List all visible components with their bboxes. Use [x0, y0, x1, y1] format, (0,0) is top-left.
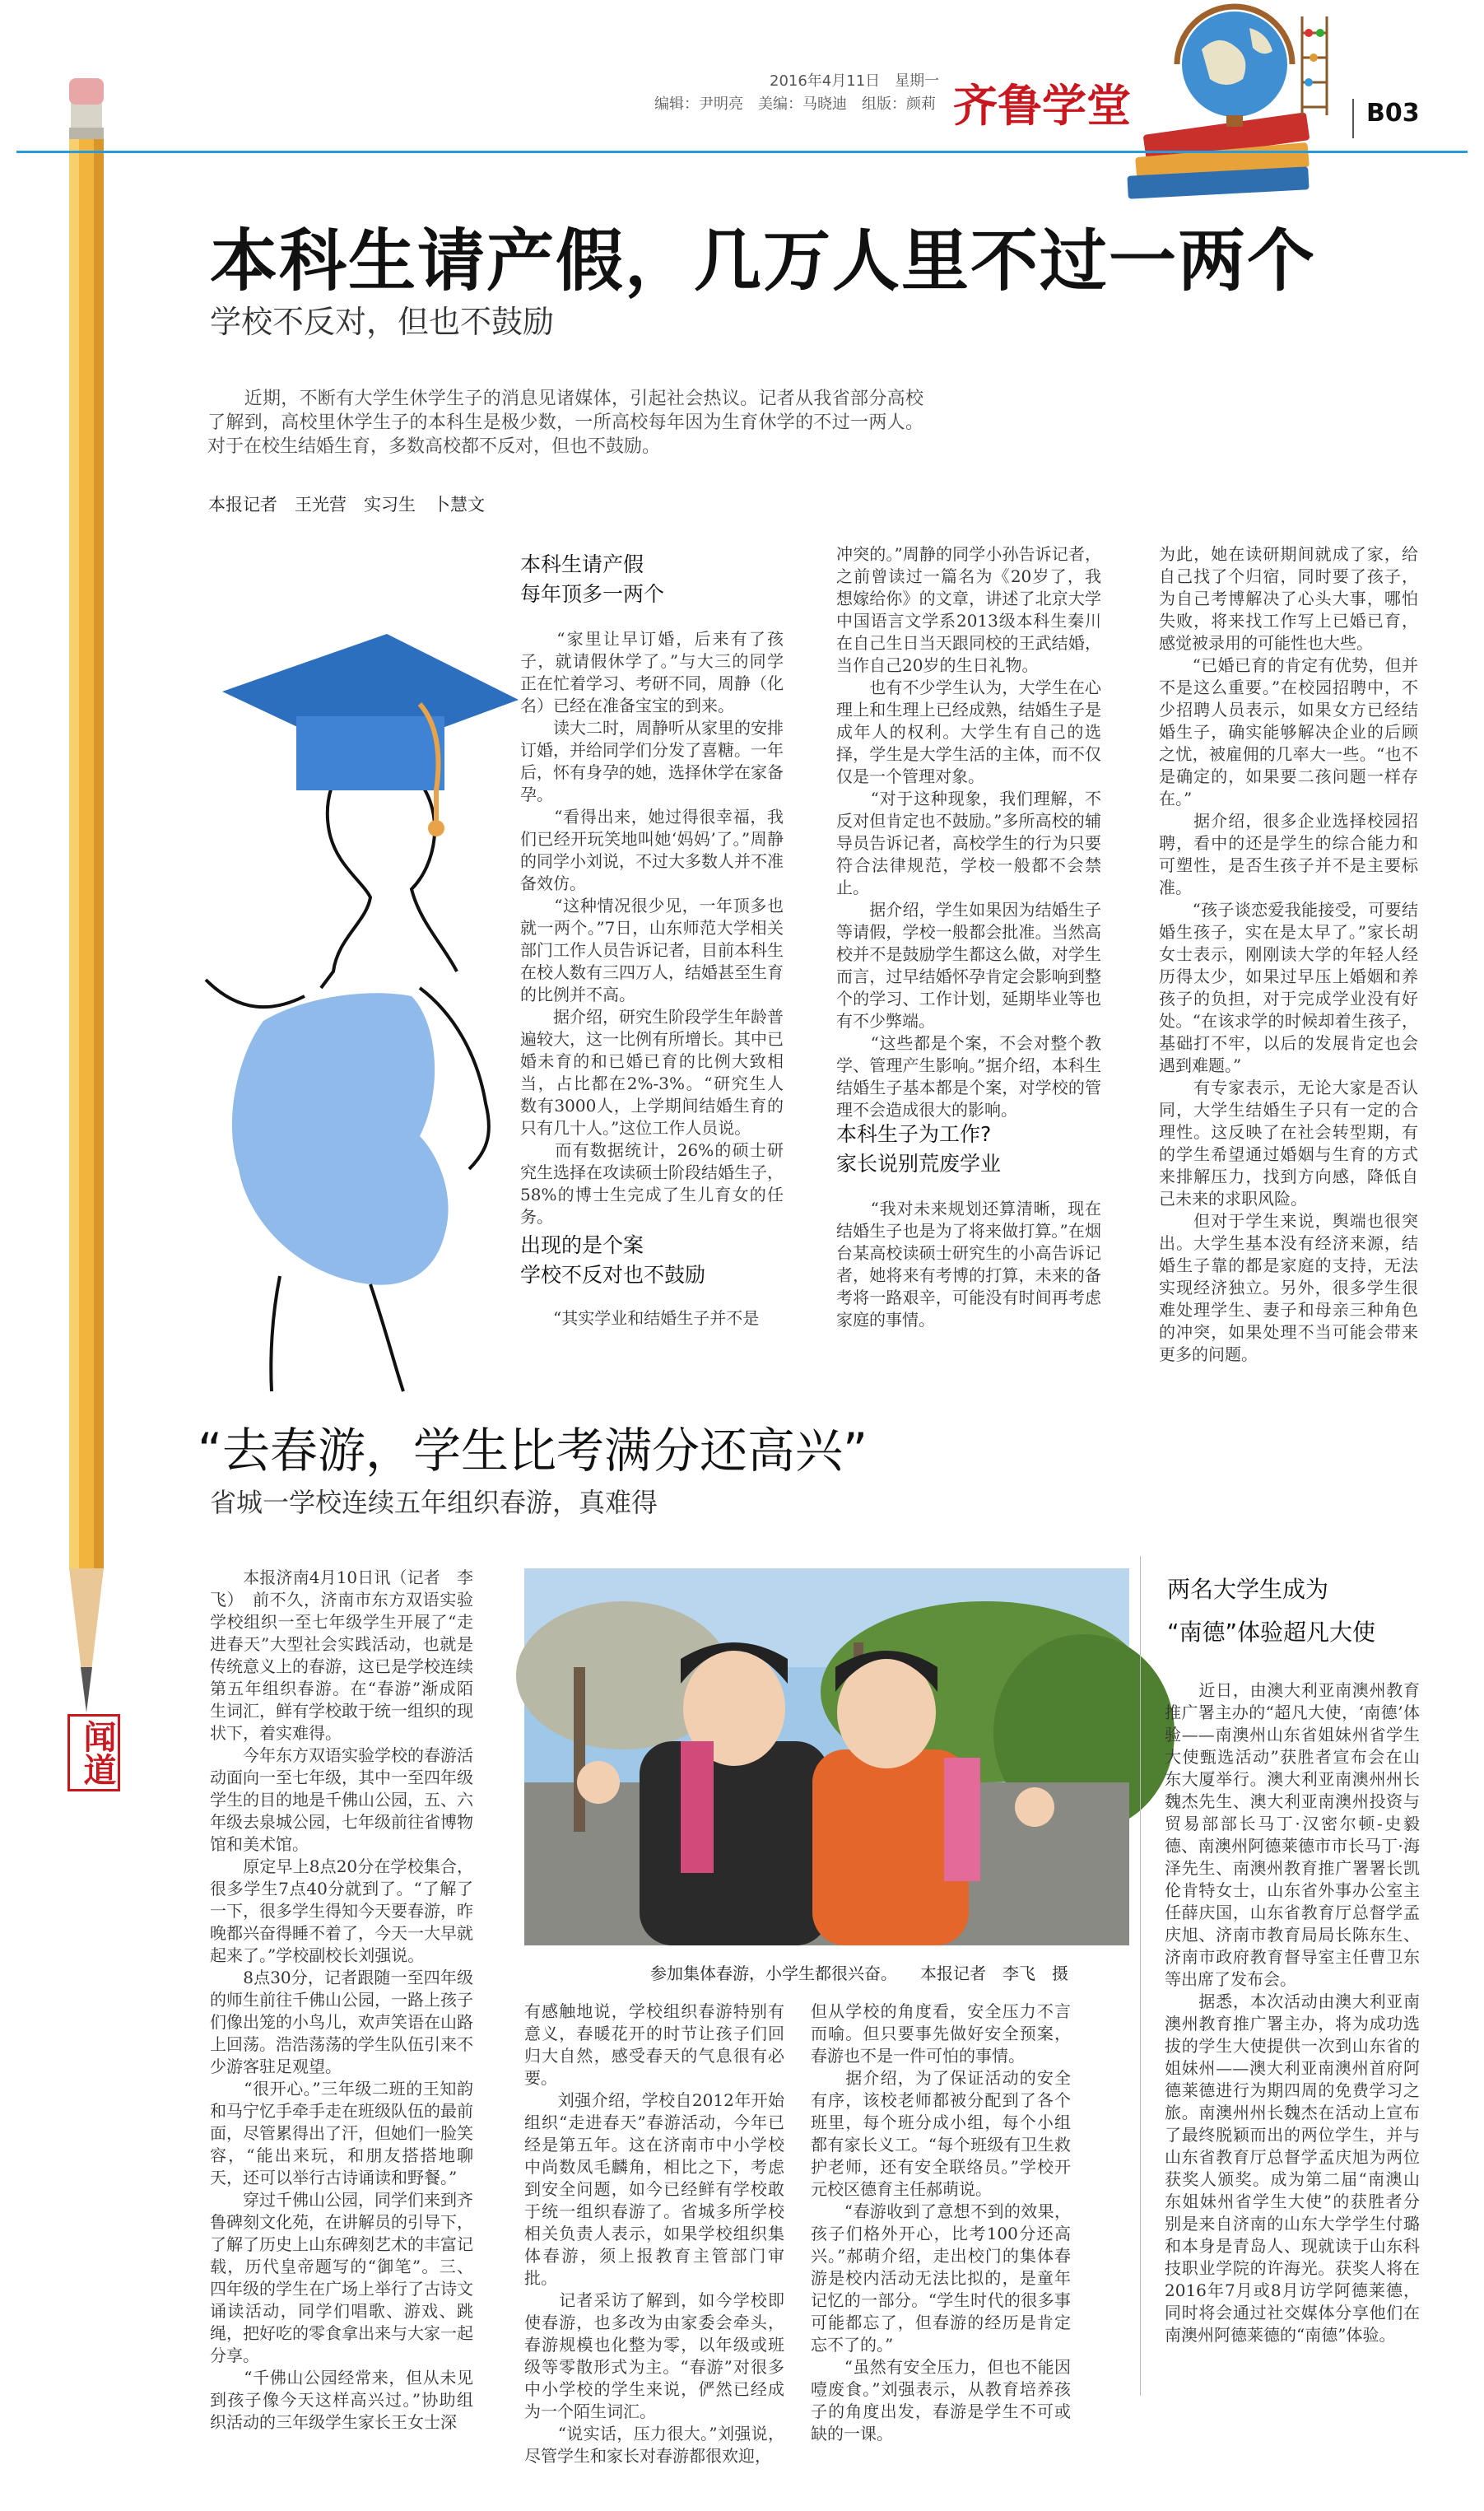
article1-section1-title	[520, 550, 664, 609]
pencil-illustration	[58, 78, 115, 1717]
article1-col2-top: 冲突的。”周静的同学小孙告诉记者，之前曾读过一篇名为《20岁了，我想嫁给你》的文章，讲述了北京大学中国语言文学系2013级本科生秦川在自己生日当天跟同校的王武结婚，当作自己20岁的生日礼物。 也有不少学生认为，大学生在心理上和生理上已经成熟，结婚生子是成年人的权利。大学生有自己的选择，学生是大学生活的主体，而不仅仅是一个管理对象。 “对于这种现象，我们理解，不反对但肯定也不鼓励。”多所高校的辅导员告诉记者，高校学生的行为只要符合法律规范，学校一般都不会禁止。 据介绍，学生如果因为结婚生子等请假，学校一般都会批准。当然高校并不是鼓励学生都这么做，对学生而言，过早结婚怀孕肯定会影响到整个的学习、工作计划，延期毕业等也有不少弊端。 “这些都是个案，不会对整个教学、管理产生影响。”据介绍，本科生结婚生子基本都是个案，对学校的管理不会造成很大的影响。	[836, 544, 1101, 1120]
article3-headline-line2: “南德”体验超凡大使	[1167, 1619, 1376, 1646]
article1-col1-top: “家里让早订婚，后来有了孩子，就请假休学了。”与大三的同学正在忙着学习、考研不同，周静（化名）已经在准备宝宝的到来。 读大二时，周静听从家里的安排订婚，并给同学们分发了喜糖。一年后，怀有身孕的她，选择休学在家备孕。 “看得出来，她过得很幸福，我们已经开玩笑地叫她‘妈妈’了。”周静的同学小刘说，不过大多数人并不准备效仿。 “这种情况很少见，一年顶多也就一两个。”7日，山东师范大学相关部门工作人员告诉记者，目前本科生在校人数有三四万人，结婚甚至生育的比例并不高。 据介绍，研究生阶段学生年龄普遍较大，这一比例有所增长。其中已婚未育的和已婚已育的比例大致相当，占比都在2%-3%。“研究生人数有3000人，上学期间结婚生育的只有几十人。”这位工作人员说。 而有数据统计，26%的硕士研究生选择在攻读硕士阶段结婚生子，58%的博士生完成了生儿育女的任务。	[520, 629, 784, 1227]
photo-credit: 本报记者 李飞 摄	[920, 1964, 1068, 1983]
header-rule	[16, 151, 1468, 153]
article1-lead: 近期，不断有大学生休学生子的消息见诸媒体，引起社会热议。记者从我省部分高校了解到，高校里休学生子的本科生是极少数，一所高校每年因为生育休学的不过一两人。对于在校生结婚生育，多数高校都不反对，但也不鼓励。	[207, 389, 923, 457]
photo-caption: 参加集体春游，小学生都很兴奋。	[650, 1964, 897, 1983]
article2-col3: 但从学校的角度看，安全压力不言而喻。但只要事先做好安全预案，春游也不是一件可怕的事情。 据介绍，为了保证活动的安全有序，该校老师都被分配到了各个班里，每个班分成小组，每个小组都有家长义工。“每个班级有卫生救护老师，还有安全联络员。”学校开元校区德育主任郝萌说。 “春游收到了意想不到的效果，孩子们格外开心，比考100分还高兴。”郝萌介绍，走出校门的集体春游是校内活动无法比拟的，是童年记忆的一部分。“学生时代的很多事可能都忘了，但春游的经历是肯定忘不了的。” “虽然有安全压力，但也不能因噎废食。”刘强表示，从教育培养孩子的角度出发，春游是学生不可或缺的一课。	[811, 2001, 1071, 2443]
page-number: B03	[1366, 99, 1420, 128]
article1-col3: 为此，她在读研期间就成了家，给自己找了个归宿，同时要了孩子，为自己考博解决了心头大事，哪怕失败，将来找工作写上已婚已育，感觉被录用的可能性也大些。 “已婚已育的肯定有优势，但并不是这么重要。”在校园招聘中，不少招聘人员表示，如果女方已经结婚生子，确实能够解决企业的后顾之忧，被雇佣的几率大一些。“也不是确定的，如果要二孩问题一样存在。” 据介绍，很多企业选择校园招聘，看中的还是学生的综合能力和可塑性，是否生孩子并不是主要标准。 “孩子谈恋爱我能接受，可要结婚生孩子，实在是太早了。”家长胡女士表示，刚刚读大学的年轻人经历得太少，如果过早压上婚姻和养孩子的负担，对于完成学业没有好处。“在该求学的时候却着生孩子，基础打不牢，以后的发展肯定也会遇到难题。” 有专家表示，无论大家是否认同，大学生结婚生子只有一定的合理性。这反映了在社会转型期，有的学生希望通过婚姻与生育的方式来排解压力，找到方向感，降低自己未来的求职风险。 但对于学生来说，舆端也很突出。大学生基本没有经济来源，结婚生子靠的都是家庭的支持，无法实现经济独立。另外，很多学生很难处理学生、妻子和母亲三种角色的冲突，如果处理不当可能会带来更多的问题。	[1159, 544, 1418, 1364]
section2-title-line2: 学校不反对也不鼓励	[520, 1263, 706, 1287]
section-title: 齐鲁学堂	[953, 80, 1131, 132]
article2-col1: 本报济南4月10日讯（记者 李飞） 前不久，济南市东方双语实验学校组织一至七年级学生开展了“走进春天”大型社会实践活动，也就是传统意义上的春游，这已是学校连续第五年组织春游。在“春游”渐成陌生词汇，鲜有学校敢于统一组织的现状下，着实难得。 今年东方双语实验学校的春游活动面向一至七年级，其中一至四年级学生的目的地是千佛山公园，五、六年级去泉城公园，七年级前往省博物馆和美术馆。 原定早上8点20分在学校集合，很多学生7点40分就到了。“了解了一下，很多学生得知今天要春游，昨晚都兴奋得睡不着了，今天一大早就起来了。”学校副校长刘强说。 8点30分，记者跟随一至四年级的师生前往千佛山公园，一路上孩子们像出笼的小鸟儿，欢声笑语在山路上回荡。浩浩荡荡的学生队伍引来不少游客驻足观望。 “很开心。”三年级二班的王知韵和马宁忆手牵手走在班级队伍的最前面，尽管累得出了汗，但她们一脸笑容，“能出来玩，和朋友搭搭地聊天，还可以举行古诗诵读和野餐。” 穿过千佛山公园，同学们来到齐鲁碑刻文化苑，在讲解员的引导下，了解了历史上山东碑刻艺术的丰富记载，历代皇帝题写的“御笔”。三、四年级的学生在广场上举行了古诗文诵读活动，同学们唱歌、游戏、跳绳，把好吃的零食拿出来与大家一起分享。 “千佛山公园经常来，但从未见到孩子像今天这样高兴过。”协助组织活动的三年级学生家长王女士深	[210, 1568, 473, 2432]
editor-credits: 编辑：尹明亮 美编：马晓迪 组版：颜莉	[654, 96, 936, 113]
article1-col2-bottom: “我对未来规划还算清晰，现在结婚生子也是为了将来做打算。”在烟台某高校读硕士研究生的小高告诉记者，她将来有考博的打算，未来的备考将一路艰辛，可能没有时间再考虑家庭的事情。	[836, 1199, 1101, 1330]
article2-col2: 有感触地说，学校组织春游特别有意义，春暖花开的时节让孩子们回归大自然，感受春天的气息很有必要。 刘强介绍，学校自2012年开始组织“走进春天”春游活动，今年已经是第五年。这在济南市中小学校中尚数凤毛麟角，相比之下，考虑到安全问题，如今已经鲜有学校敢于统一组织春游了。省城多所学校相关负责人表示，如果学校组织集体春游，须上报教育主管部门审批。 记者采访了解到，如今学校即使春游，也多改为由家委会牵头，春游规模也化整为零，以年级或班级等零散形式为主。“春游”对很多中小学校的学生来说，俨然已经成为一个陌生词汇。 “说实话，压力很大。”刘强说，尽管学生和家长对春游都很欢迎，	[524, 2001, 784, 2466]
section1-title-line2: 每年顶多一两个	[520, 582, 665, 606]
article1-byline: 本报记者 王光营 实习生 卜慧文	[208, 495, 485, 515]
article1-section3-title	[836, 1120, 1001, 1179]
article1-headline: 本科生请产假，几万人里不过一两个	[210, 222, 1317, 300]
section2-title-line1: 出现的是个案	[520, 1233, 644, 1257]
pregnant-graduate-illustration	[173, 626, 519, 1391]
section3-title-line1: 本科生子为工作?	[836, 1122, 992, 1146]
article3-headline	[1167, 1568, 1375, 1654]
header-page-divider	[1352, 99, 1354, 138]
spring-outing-photo	[524, 1568, 1129, 1945]
article2-headline: “去春游，学生比考满分还高兴”	[198, 1423, 868, 1479]
section1-title-line1: 本科生请产假	[520, 552, 644, 576]
article3-divider	[1140, 1556, 1141, 2396]
issue-date: 2016年4月11日 星期一	[770, 72, 940, 90]
side-mark-stamp	[67, 1714, 120, 1791]
article3-body: 近日，由澳大利亚南澳州教育推广署主办的“超凡大使，‘南德’体验——南澳州山东省姐妹州省学生大使甄选活动”获胜者宣布会在山东大厦举行。澳大利亚南澳州州长魏杰先生、澳大利亚南澳州投资与贸易部部长马丁·汉密尔顿-史毅德、南澳州阿德莱德市市长马丁·海泽先生、南澳州教育推广署署长凯伦肯特女士，山东省外事办公室主任薛庆国，山东省教育厅总督学孟庆旭、济南市教育局局长陈东生、济南市政府教育督导室主任曹卫东等出席了发布会。 据悉，本次活动由澳大利亚南澳州教育推广署主办，将为成功选拔的学生大使提供一次到山东省的姐妹州——澳大利亚南澳州首府阿德莱德进行为期四周的免费学习之旅。南澳州州长魏杰在活动上宣布了最终脱颖而出的两位学生，并与山东省教育厅总督学孟庆旭为两位获奖人颁奖。成为第二届“南澳山东姐妹州省学生大使”的获胜者分别是来自济南的山东大学学生付璐和本身是青岛人、现就读于山东科技职业学院的许海光。获奖人将在2016年7月或8月访学阿德莱德，同时将会通过社交媒体分享他们在南澳州阿德莱德的“南德”体验。	[1165, 1680, 1420, 2345]
article1-col1-bottom: “其实学业和结婚生子并不是	[520, 1308, 760, 1328]
article2-subheadline: 省城一学校连续五年组织春游，真难得	[210, 1487, 658, 1518]
section3-title-line2: 家长说别荒废学业	[836, 1152, 1002, 1176]
side-mark-text: 闻道	[78, 1720, 117, 1786]
article3-headline-line1: 两名大学生成为	[1167, 1576, 1329, 1603]
globe-books-illustration	[1111, 0, 1333, 214]
article1-subheadline: 学校不反对，但也不鼓励	[210, 304, 555, 340]
article1-section2-title	[520, 1231, 705, 1290]
